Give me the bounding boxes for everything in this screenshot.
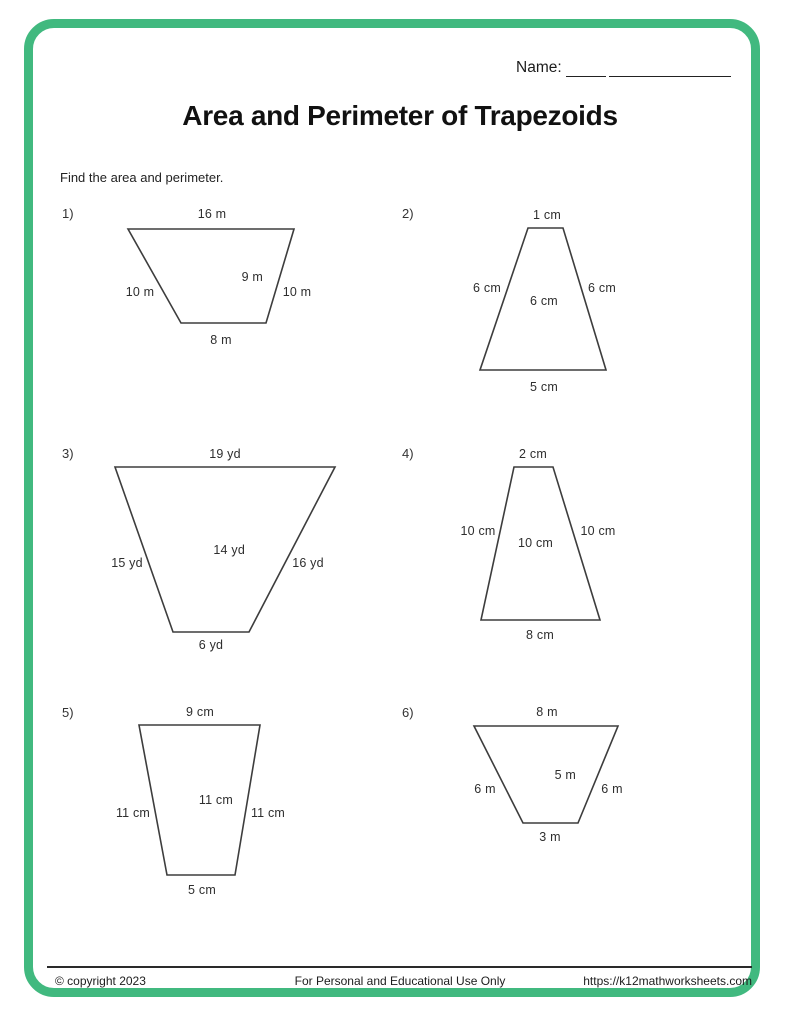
copyright-text: © copyright 2023 [55,974,146,988]
label-bottom-base: 6 yd [198,638,224,652]
name-blank-line [609,76,731,77]
usage-text: For Personal and Educational Use Only [294,974,506,988]
label-left-side: 6 cm [473,281,501,295]
label-top-base: 19 yd [209,447,241,461]
label-right-side: 6 cm [588,281,616,295]
label-left-side: 11 cm [115,806,151,820]
problem-1-number: 1) [62,206,74,221]
label-left-side: 10 m [125,285,155,299]
label-right-side: 10 m [282,285,312,299]
label-height: 11 cm [198,793,233,807]
label-height: 5 m [554,768,576,782]
label-height: 6 cm [530,294,558,308]
label-right-side: 16 yd [292,556,324,570]
label-top-base: 16 m [197,207,227,221]
label-left-side: 15 yd [111,556,143,570]
label-top-base: 8 m [536,705,558,719]
label-right-side: 6 m [601,782,623,796]
label-top-base: 2 cm [519,447,547,461]
trapezoid-outline [474,726,618,823]
label-height: 14 yd [213,543,245,557]
trapezoid-6-diagram [466,718,626,831]
label-height: 10 cm [518,536,554,550]
label-height: 9 m [241,270,263,284]
label-bottom-base: 8 m [210,333,232,347]
footer-divider [47,966,752,968]
label-left-side: 10 cm [460,524,496,538]
label-bottom-base: 5 cm [188,883,216,897]
instruction-text: Find the area and perimeter. [60,170,224,185]
trapezoid-outline [125,229,294,323]
page-title: Area and Perimeter of Trapezoids [182,100,618,131]
name-blank-line [566,76,606,77]
name-label: Name: [516,59,562,76]
label-top-base: 9 cm [186,705,214,719]
problem-6-number: 6) [402,705,414,720]
label-bottom-base: 8 cm [526,628,554,642]
problem-4-number: 4) [402,446,414,461]
label-left-side: 6 m [474,782,496,796]
problem-5-number: 5) [62,705,74,720]
website-url: https://k12mathworksheets.com [583,974,752,988]
label-bottom-base: 5 cm [530,380,558,394]
label-bottom-base: 3 m [539,830,561,844]
label-right-side: 11 cm [250,806,286,820]
label-right-side: 10 cm [580,524,616,538]
label-top-base: 1 cm [533,208,561,222]
problem-3-number: 3) [62,446,74,461]
trapezoid-1-diagram [120,222,305,332]
problem-2-number: 2) [402,206,414,221]
